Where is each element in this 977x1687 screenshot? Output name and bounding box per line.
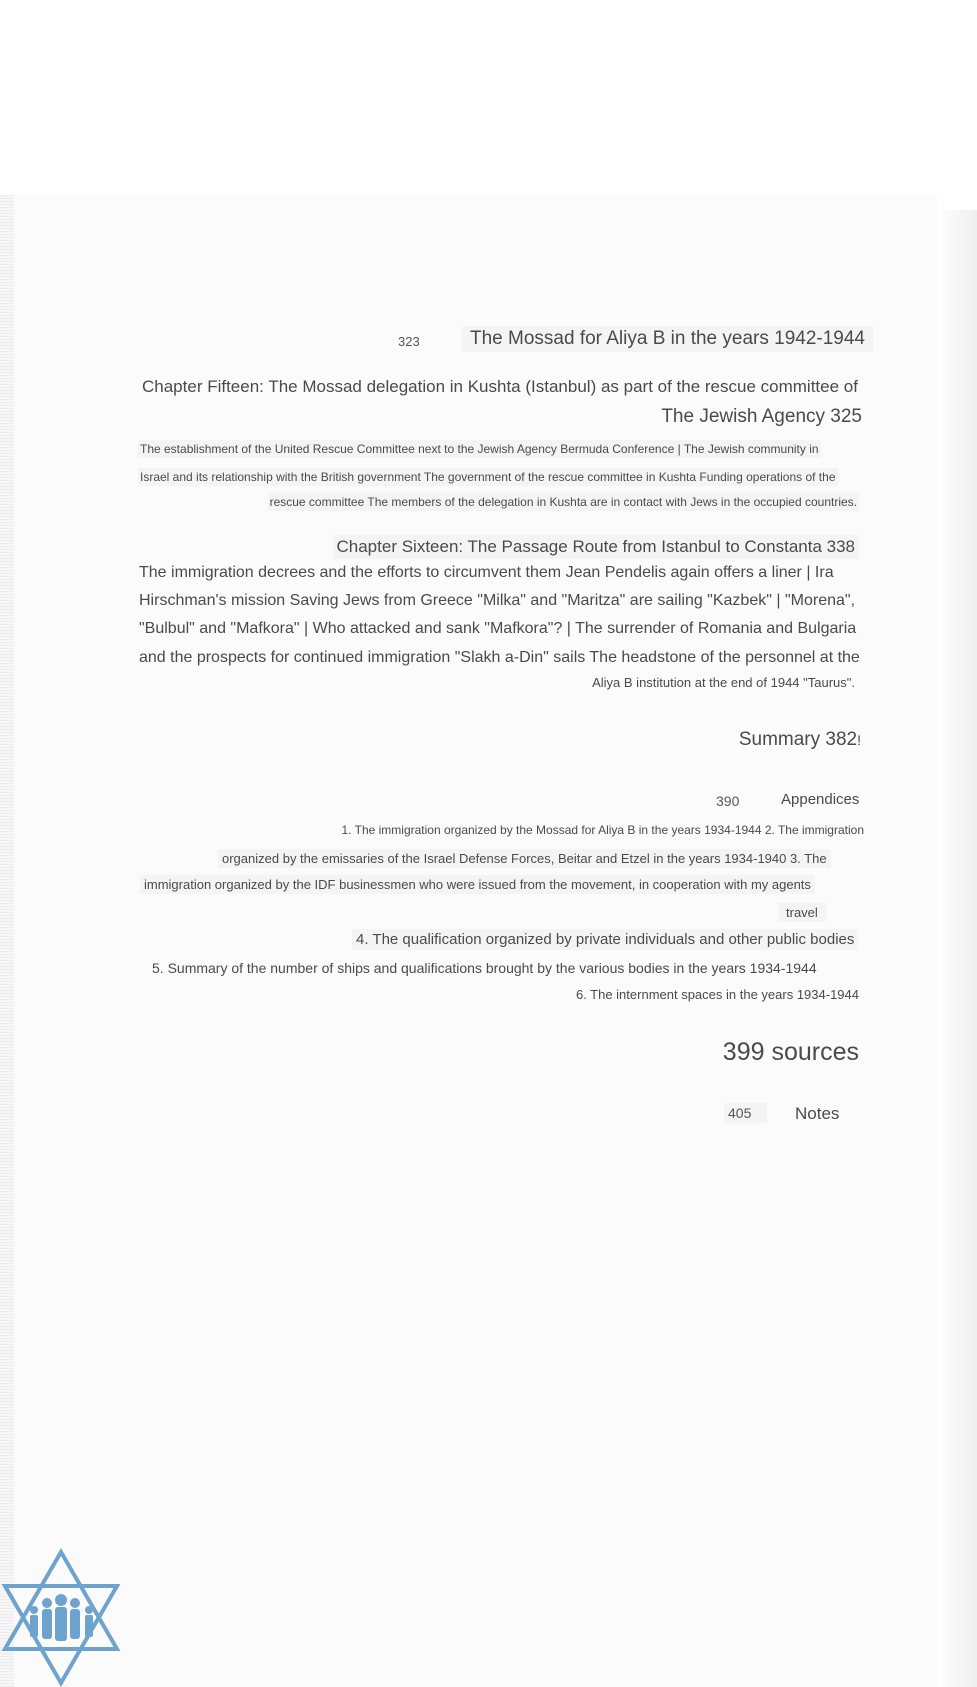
appendices-line5: 4. The qualification organized by private individuals and other public bodies — [352, 929, 858, 950]
part-title: The Mossad for Aliya B in the years 1942-1944 — [462, 326, 873, 352]
sources-entry: 399 sources — [722, 1038, 859, 1066]
appendices-line7: 6. The internment spaces in the years 1934-1944 — [575, 987, 859, 1002]
chapter16-title: Chapter Sixteen: The Passage Route from Istanbul to Constanta 338 — [333, 535, 860, 559]
appendices-line2: organized by the emissaries of the Israel Defense Forces, Beitar and Etzel in the years 1934-1940 3. The — [218, 849, 831, 868]
appendices-label: Appendices — [781, 791, 860, 808]
chapter15-title-line2: The Jewish Agency 325 — [661, 406, 862, 427]
notes-label: Notes — [795, 1104, 840, 1123]
notes-page-number: 405 — [724, 1103, 767, 1123]
chapter16-desc-line5: Aliya B institution at the end of 1944 "Taurus". — [592, 675, 855, 690]
appendices-page-number: 390 — [716, 793, 740, 809]
star-of-david-family-icon — [0, 1548, 122, 1687]
chapter16-desc-line3: "Bulbul" and "Mafkora" | Who attacked and sank "Mafkora"? | The surrender of Romania and Bulgaria — [139, 620, 857, 637]
chapter16-desc-line1: The immigration decrees and the efforts to circumvent them Jean Pendelis again offers a liner | Ira — [139, 564, 834, 581]
page-shadow — [937, 210, 977, 1687]
summary-label: Summary 382 — [738, 729, 858, 750]
appendices-line1: 1. The immigration organized by the Mossad for Aliya B in the years 1934-1944 2. The immigration — [341, 823, 864, 837]
part-page-number: 323 — [398, 334, 420, 349]
chapter15-desc-line3: rescue committee The members of the delegation in Kushta are in contact with Jews in the occupied countries. — [269, 495, 857, 509]
appendices-line6: 5. Summary of the number of ships and qualifications brought by the various bodies in the years 1934-1944 — [152, 960, 817, 976]
chapter15-desc-line2: Israel and its relationship with the British government The government of the rescue committee in Kushta Funding operations of the — [140, 470, 836, 484]
appendices-line4: travel — [778, 903, 826, 922]
summary-entry — [739, 729, 861, 751]
chapter16-desc-line4: and the prospects for continued immigration "Slakh a-Din" sails The headstone of the personnel at the — [139, 649, 860, 666]
appendices-line3: immigration organized by the IDF businessmen who were issued from the movement, in cooperation with my agents — [140, 875, 815, 894]
page-edge — [0, 195, 14, 1687]
summary-mark: ! — [857, 732, 861, 748]
chapter15-desc-line1: The establishment of the United Rescue Committee next to the Jewish Agency Bermuda Conference | The Jewish community in — [140, 442, 819, 456]
chapter15-title-line1: Chapter Fifteen: The Mossad delegation in Kushta (Istanbul) as part of the rescue committee of — [142, 377, 858, 396]
chapter16-desc-line2: Hirschman's mission Saving Jews from Greece "Milka" and "Maritza" are sailing "Kazbek" | "Morena", — [139, 592, 856, 609]
